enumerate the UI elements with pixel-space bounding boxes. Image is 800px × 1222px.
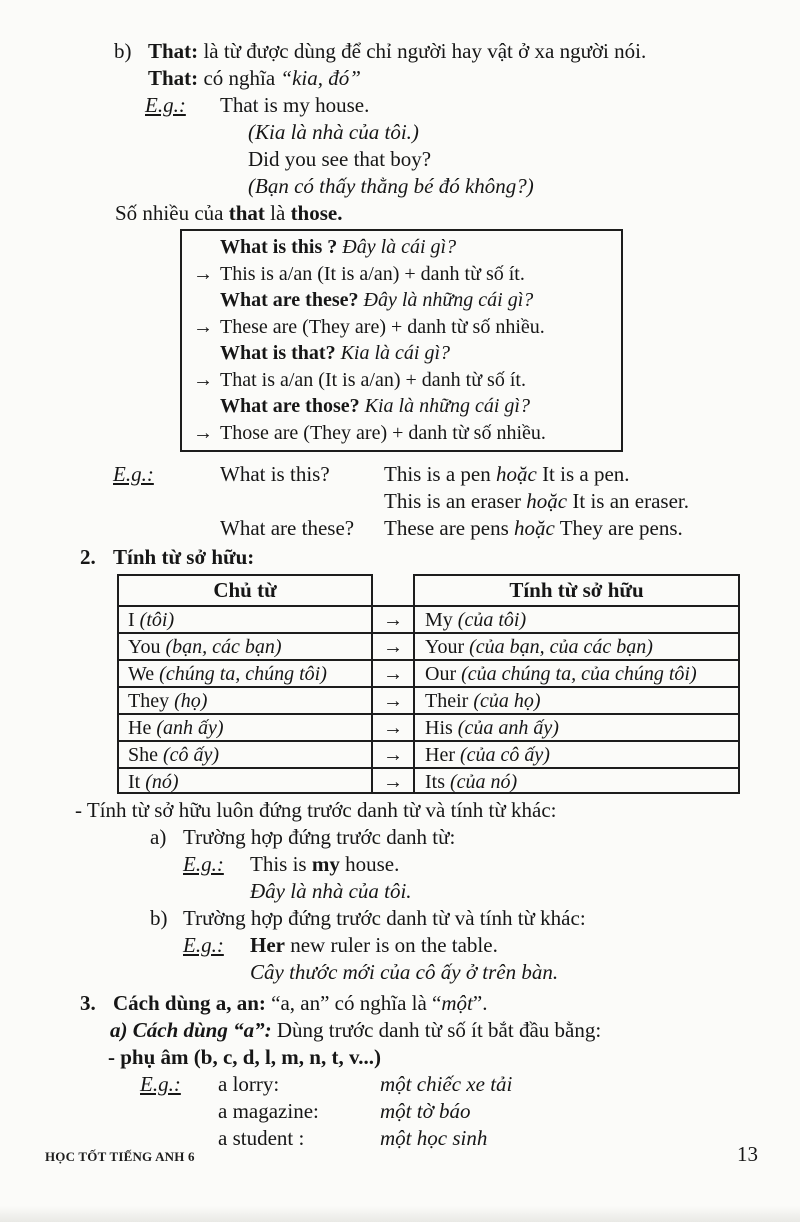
example-sentence: Did you see that boy?: [248, 147, 432, 171]
meaning-quote: “kia, đó”: [280, 66, 361, 90]
case-b-translation: Cây thước mới của cô ấy ở trên bàn.: [250, 960, 559, 984]
definition-text: là từ được dùng để chỉ người hay vật ở xa người nói.: [198, 39, 647, 63]
qa-row: [113, 488, 800, 515]
vocab-term: a student :: [218, 1126, 305, 1150]
vocab-term: a lorry:: [218, 1072, 280, 1096]
case-a-line: [150, 824, 800, 851]
qa-question: What are these?: [220, 516, 355, 540]
eg-label: E.g.:: [140, 1072, 181, 1096]
keyword-that: That:: [148, 66, 199, 90]
vocab-meaning: một tờ báo: [380, 1099, 471, 1123]
page-footer: [0, 1141, 800, 1170]
case-b-example: E.g.: Her new ruler is on the table.: [183, 933, 498, 957]
grammar-box-question: What is this ? Đây là cái gì?: [220, 236, 457, 258]
arrow-icon: →: [373, 686, 413, 713]
table-row: It (nó) → Its (của nó): [117, 767, 740, 794]
grammar-box-answer: → That is a/an (It is a/an) + danh từ số ít.: [193, 367, 621, 394]
keyword-that: that: [228, 201, 265, 225]
case-a-title: Trường hợp đứng trước danh từ:: [183, 825, 456, 849]
footer-book-title: HỌC TỐT TIẾNG ANH 6: [45, 1149, 195, 1164]
meaning-text: có nghĩa: [198, 66, 281, 90]
header-gap: [373, 574, 413, 605]
list-label-b: b): [150, 906, 168, 930]
arrow-icon: →: [373, 659, 413, 686]
table-row: They (họ) → Their (của họ): [117, 686, 740, 713]
keyword-those: those.: [290, 201, 343, 225]
arrow-icon: →: [373, 713, 413, 740]
table-row: I (tôi) → My (của tôi): [117, 605, 740, 632]
header-possessive: Tính từ sở hữu: [413, 574, 740, 605]
example-translation: (Bạn có thấy thằng bé đó không?): [248, 174, 534, 198]
header-subject: Chủ từ: [117, 574, 373, 605]
qa-answer: These are pens hoặc They are pens.: [384, 516, 683, 540]
section-number: 3.: [80, 991, 96, 1015]
section-title: Cách dùng a, an:: [113, 991, 266, 1015]
vocab-meaning: một chiếc xe tải: [380, 1072, 513, 1096]
meaning-line: [148, 65, 800, 92]
case-a-example: E.g.: This is my house.: [183, 852, 400, 876]
eg-label: E.g.:: [183, 933, 224, 957]
vocab-term: a magazine:: [218, 1099, 319, 1123]
table-row: He (anh ấy) → His (của anh ấy): [117, 713, 740, 740]
list-label-a: a): [150, 825, 167, 849]
arrow-icon: →: [193, 421, 213, 444]
grammar-box-answer: → Those are (They are) + danh từ số nhiều.: [193, 420, 621, 447]
possessive-table: [117, 574, 740, 794]
grammar-box-answer: → This is a/an (It is a/an) + danh từ số ít.: [193, 261, 621, 288]
table-row: We (chúng ta, chúng tôi) → Our (của chúng ta, của chúng tôi): [117, 659, 740, 686]
arrow-icon: →: [373, 632, 413, 659]
qa-row: [113, 515, 800, 542]
qa-row: [113, 461, 800, 488]
qa-question: What is this?: [220, 462, 330, 486]
section-number: 2.: [80, 545, 96, 569]
grammar-box-question: What is that? Kia là cái gì?: [220, 342, 451, 364]
case-a-translation: Đây là nhà của tôi.: [250, 879, 412, 903]
example-intro-line: [145, 92, 800, 119]
keyword-that: That:: [148, 39, 199, 63]
arrow-icon: →: [373, 767, 413, 794]
example-sentence: That is my house.: [220, 93, 370, 117]
usage-a-line: a) Cách dùng “a”: Dùng trước danh từ số ít bắt đầu bằng:: [110, 1018, 602, 1042]
section-title: Tính từ sở hữu:: [113, 545, 255, 569]
arrow-icon: →: [193, 262, 213, 285]
table-header-row: [117, 574, 740, 605]
eg-label: E.g.:: [183, 852, 224, 876]
arrow-icon: →: [373, 605, 413, 632]
grammar-box: [180, 229, 623, 452]
definition-line: [114, 38, 800, 65]
grammar-box-answer: → These are (They are) + danh từ số nhiều.: [193, 314, 621, 341]
qa-answer: This is a pen hoặc It is a pen.: [384, 462, 630, 486]
case-b-title: Trường hợp đứng trước danh từ và tính từ khác:: [183, 906, 586, 930]
grammar-box-question: What are those? Kia là những cái gì?: [220, 395, 530, 417]
arrow-icon: →: [373, 740, 413, 767]
arrow-icon: →: [193, 368, 213, 391]
plural-note-line: Số nhiều của that là those.: [115, 201, 343, 225]
qa-answer: This is an eraser hoặc It is an eraser.: [384, 489, 689, 513]
list-label-b: b): [114, 39, 132, 63]
consonant-line: - phụ âm (b, c, d, l, m, n, t, v...): [108, 1045, 382, 1069]
eg-label: E.g.:: [145, 93, 186, 117]
grammar-box-question: What are these? Đây là những cái gì?: [220, 289, 534, 311]
example-translation: (Kia là nhà của tôi.): [248, 120, 419, 144]
page-number: 13: [737, 1142, 758, 1166]
possessive-note: - Tính từ sở hữu luôn đứng trước danh từ và tính từ khác:: [75, 798, 557, 822]
vocab-row: [140, 1071, 800, 1098]
section3-heading: 3. Cách dùng a, an: “a, an” có nghĩa là “một”.: [80, 991, 488, 1015]
qa-example-block: [0, 461, 800, 542]
vocab-row: [140, 1098, 800, 1125]
vocab-meaning: một học sinh: [380, 1126, 488, 1150]
section2-heading: [80, 544, 800, 571]
table-row: She (cô ấy) → Her (của cô ấy): [117, 740, 740, 767]
eg-label: E.g.:: [113, 462, 154, 486]
arrow-icon: →: [193, 315, 213, 338]
case-b-line: [150, 905, 800, 932]
table-row: You (bạn, các bạn) → Your (của bạn, của các bạn): [117, 632, 740, 659]
section3-example-block: [0, 1071, 800, 1152]
